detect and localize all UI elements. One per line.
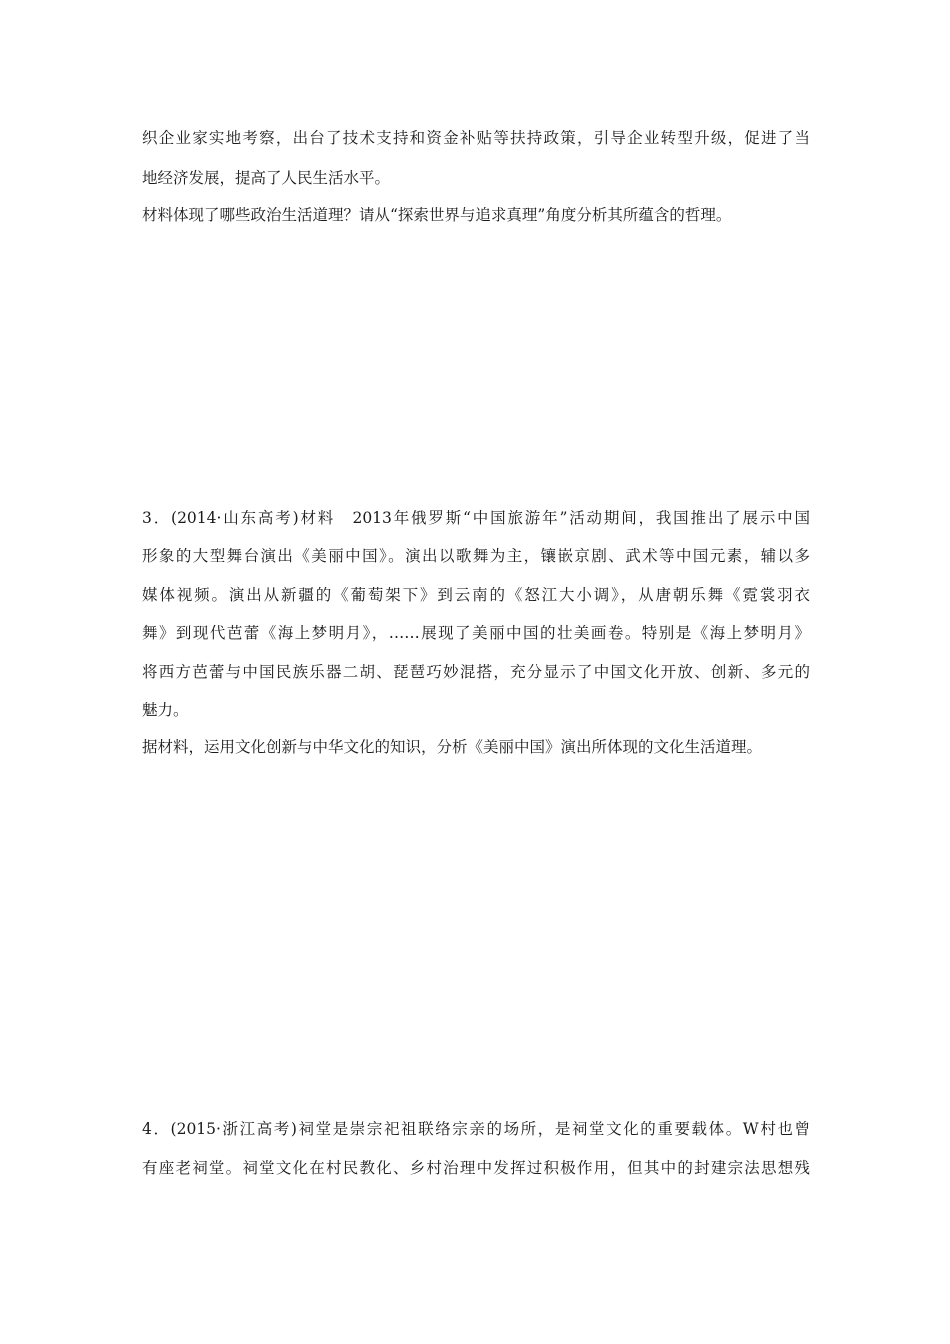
question-3-line: 媒体视频。演出从新疆的《葡萄架下》到云南的《怒江大小调》，从唐朝乐舞《霓裳羽衣 [142, 586, 810, 604]
question-3-line: 形象的大型舞台演出《美丽中国》。演出以歌舞为主，镶嵌京剧、武术等中国元素，辅以多 [142, 547, 810, 565]
question-3-line: 将西方芭蕾与中国民族乐器二胡、琵琶巧妙混搭，充分显示了中国文化开放、创新、多元的 [142, 663, 810, 681]
question-4-line: 4．(2015·浙江高考)祠堂是崇宗祀祖联络宗亲的场所，是祠堂文化的重要载体。W村也曾 [142, 1120, 810, 1138]
question-3-prompt: 据材料，运用文化创新与中华文化的知识，分析《美丽中国》演出所体现的文化生活道理。 [142, 738, 763, 756]
question-3-line: 舞》到现代芭蕾《海上梦明月》，……展现了美丽中国的壮美画卷。特别是《海上梦明月》 [142, 624, 810, 642]
question-prompt: 材料体现了哪些政治生活道理？请从“探索世界与追求真理”角度分析其所蕴含的哲理。 [142, 206, 732, 224]
question-3-line: 魅力。 [142, 701, 189, 719]
material-line: 织企业家实地考察，出台了技术支持和资金补贴等扶持政策，引导企业转型升级，促进了当 [142, 129, 810, 147]
question-4-line: 有座老祠堂。祠堂文化在村民教化、乡村治理中发挥过积极作用，但其中的封建宗法思想残 [142, 1159, 810, 1177]
question-3-line: 3．(2014·山东高考)材料 2013年俄罗斯“中国旅游年”活动期间，我国推出了展示中国 [142, 509, 810, 527]
material-line: 地经济发展，提高了人民生活水平。 [142, 169, 391, 187]
